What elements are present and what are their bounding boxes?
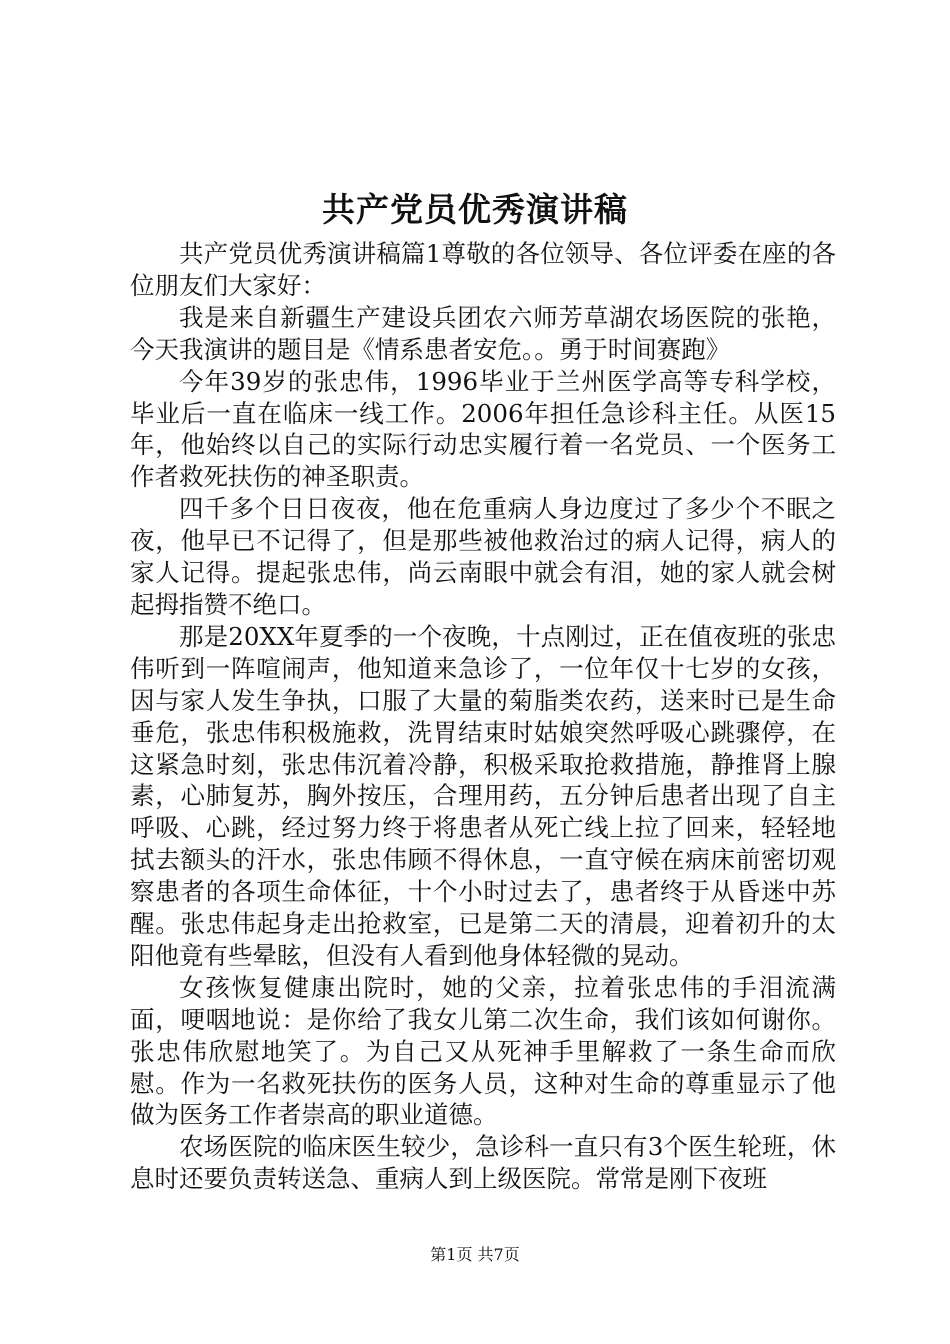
paragraph: 农场医院的临床医生较少，急诊科一直只有3个医生轮班，休息时还要负责转送急、重病人到上级医院。常常是刚下夜班: [130, 1132, 836, 1194]
document-title: 共产党员优秀演讲稿: [322, 190, 628, 229]
document-body: [130, 238, 836, 1195]
paragraph: 四千多个日日夜夜，他在危重病人身边度过了多少个不眠之夜，他早已不记得了，但是那些被他救治过的病人记得，病人的家人记得。提起张忠伟，尚云南眼中就会有泪，她的家人就会树起拇指赞不绝口。: [130, 494, 836, 619]
page-number-footer: 第1页 共7页: [430, 1245, 520, 1264]
paragraph: 那是20XX年夏季的一个夜晚，十点刚过，正在值夜班的张忠伟听到一阵喧闹声，他知道来急诊了，一位年仅十七岁的女孩，因与家人发生争执，口服了大量的菊脂类农药，送来时已是生命垂危，张忠伟积极施救，洗胃结束时姑娘突然呼吸心跳骤停，在这紧急时刻，张忠伟沉着冷静，积极采取抢救措施，静推肾上腺素，心肺复苏，胸外按压，合理用药，五分钟后患者出现了自主呼吸、心跳，经过努力终于将患者从死亡线上拉了回来，轻轻地拭去额头的汗水，张忠伟顾不得休息，一直守候在病床前密切观察患者的各项生命体征，十个小时过去了，患者终于从昏迷中苏醒。张忠伟起身走出抢救室，已是第二天的清晨，迎着初升的太阳他竟有些晕眩，但没有人看到他身体轻微的晃动。: [130, 621, 836, 970]
paragraph: 我是来自新疆生产建设兵团农六师芳草湖农场医院的张艳，今天我演讲的题目是《情系患者安危。。勇于时间赛跑》: [130, 302, 836, 364]
paragraph: 女孩恢复健康出院时，她的父亲，拉着张忠伟的手泪流满面，哽咽地说：是你给了我女儿第二次生命，我们该如何谢你。张忠伟欣慰地笑了。为自己又从死神手里解救了一条生命而欣慰。作为一名救死扶伤的医务人员，这种对生命的尊重显示了他做为医务工作者崇高的职业道德。: [130, 972, 836, 1130]
paragraph: 今年39岁的张忠伟，1996毕业于兰州医学高等专科学校，毕业后一直在临床一线工作。2006年担任急诊科主任。从医15年，他始终以自己的实际行动忠实履行着一名党员、一个医务工作者救死扶伤的神圣职责。: [130, 366, 836, 492]
paragraph: 共产党员优秀演讲稿篇1尊敬的各位领导、各位评委在座的各位朋友们大家好：: [130, 239, 836, 300]
